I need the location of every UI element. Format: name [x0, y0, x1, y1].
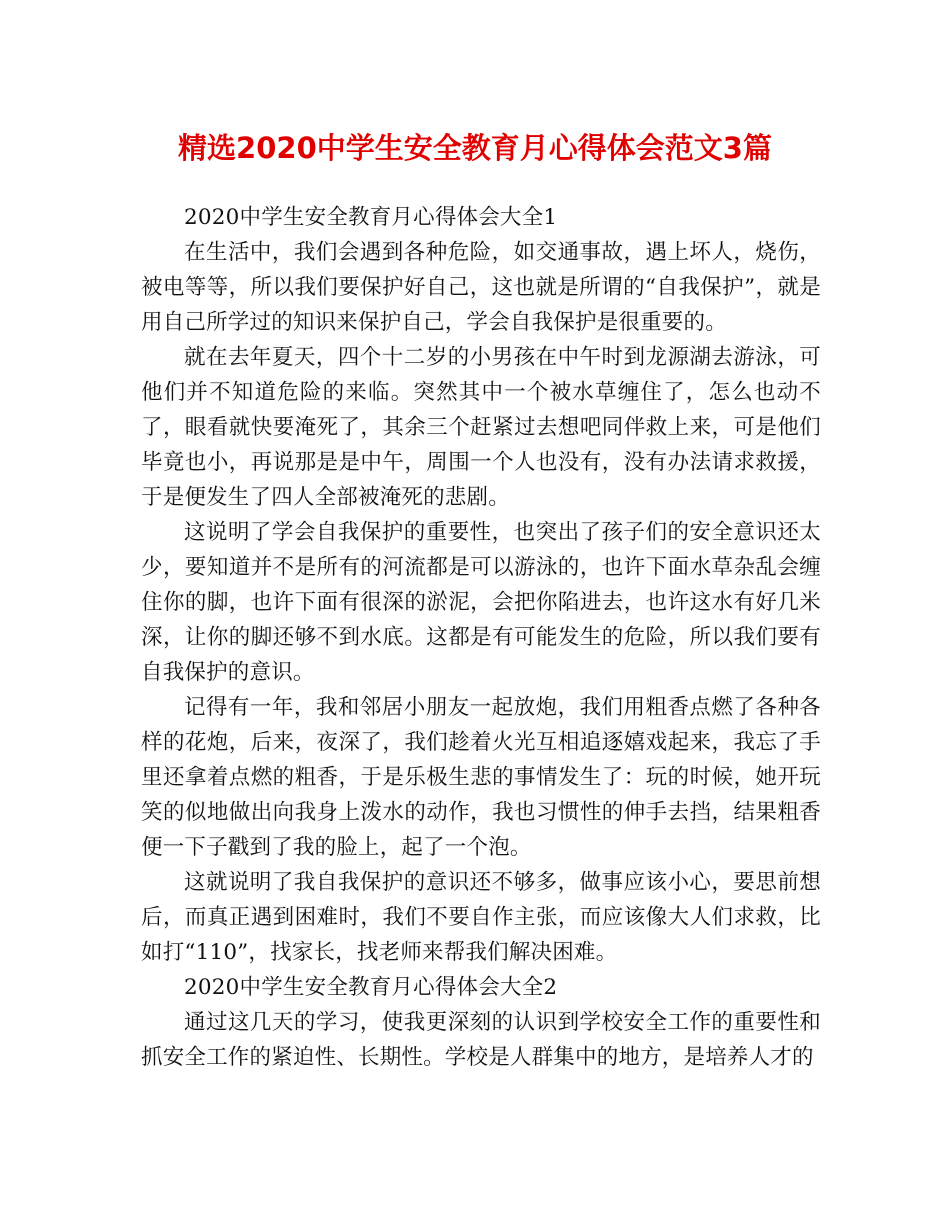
paragraph: 这就说明了我自我保护的意识还不够多，做事应该小心，要思前想后，而真正遇到困难时，我们不要自作主张，而应该像大人们求救，比如打“110”，找家长，找老师来帮我们解决困难。: [141, 870, 821, 965]
paragraph: 通过这几天的学习，使我更深刻的认识到学校安全工作的重要性和抓安全工作的紧迫性、长期性。学校是人群集中的地方，是培养人才的: [141, 1010, 821, 1070]
document-title: 精选2020中学生安全教育月心得体会范文3篇: [178, 131, 772, 165]
paragraph: 这说明了学会自我保护的重要性，也突出了孩子们的安全意识还太少，要知道并不是所有的河流都是可以游泳的，也许下面水草杂乱会缠住你的脚，也许下面有很深的淤泥，会把你陷进去，也许这水有好几米深，让你的脚还够不到水底。这都是有可能发生的危险，所以我们要有自我保护的意识。: [141, 520, 821, 685]
paragraph: 在生活中，我们会遇到各种危险，如交通事故，遇上坏人，烧伤，被电等等，所以我们要保护好自己，这也就是所谓的“自我保护”，就是用自己所学过的知识来保护自己，学会自我保护是很重要的。: [141, 240, 821, 335]
paragraph: 就在去年夏天，四个十二岁的小男孩在中午时到龙源湖去游泳，可他们并不知道危险的来临。突然其中一个被水草缠住了，怎么也动不了，眼看就快要淹死了，其余三个赶紧过去想吧同伴救上来，可是他们毕竟也小，再说那是是中午，周围一个人也没有，没有办法请求救援，于是便发生了四人全部被淹死的悲剧。: [141, 345, 821, 510]
document-body: [141, 200, 821, 1075]
section-heading-2: 2020中学生安全教育月心得体会大全2: [184, 975, 558, 1000]
section-heading-1: 2020中学生安全教育月心得体会大全1: [184, 205, 558, 230]
paragraph: 记得有一年，我和邻居小朋友一起放炮，我们用粗香点燃了各种各样的花炮，后来，夜深了，我们趁着火光互相追逐嬉戏起来，我忘了手里还拿着点燃的粗香，于是乐极生悲的事情发生了：玩的时候，她开玩笑的似地做出向我身上泼水的动作，我也习惯性的伸手去挡，结果粗香便一下子戳到了我的脸上，起了一个泡。: [141, 695, 821, 860]
